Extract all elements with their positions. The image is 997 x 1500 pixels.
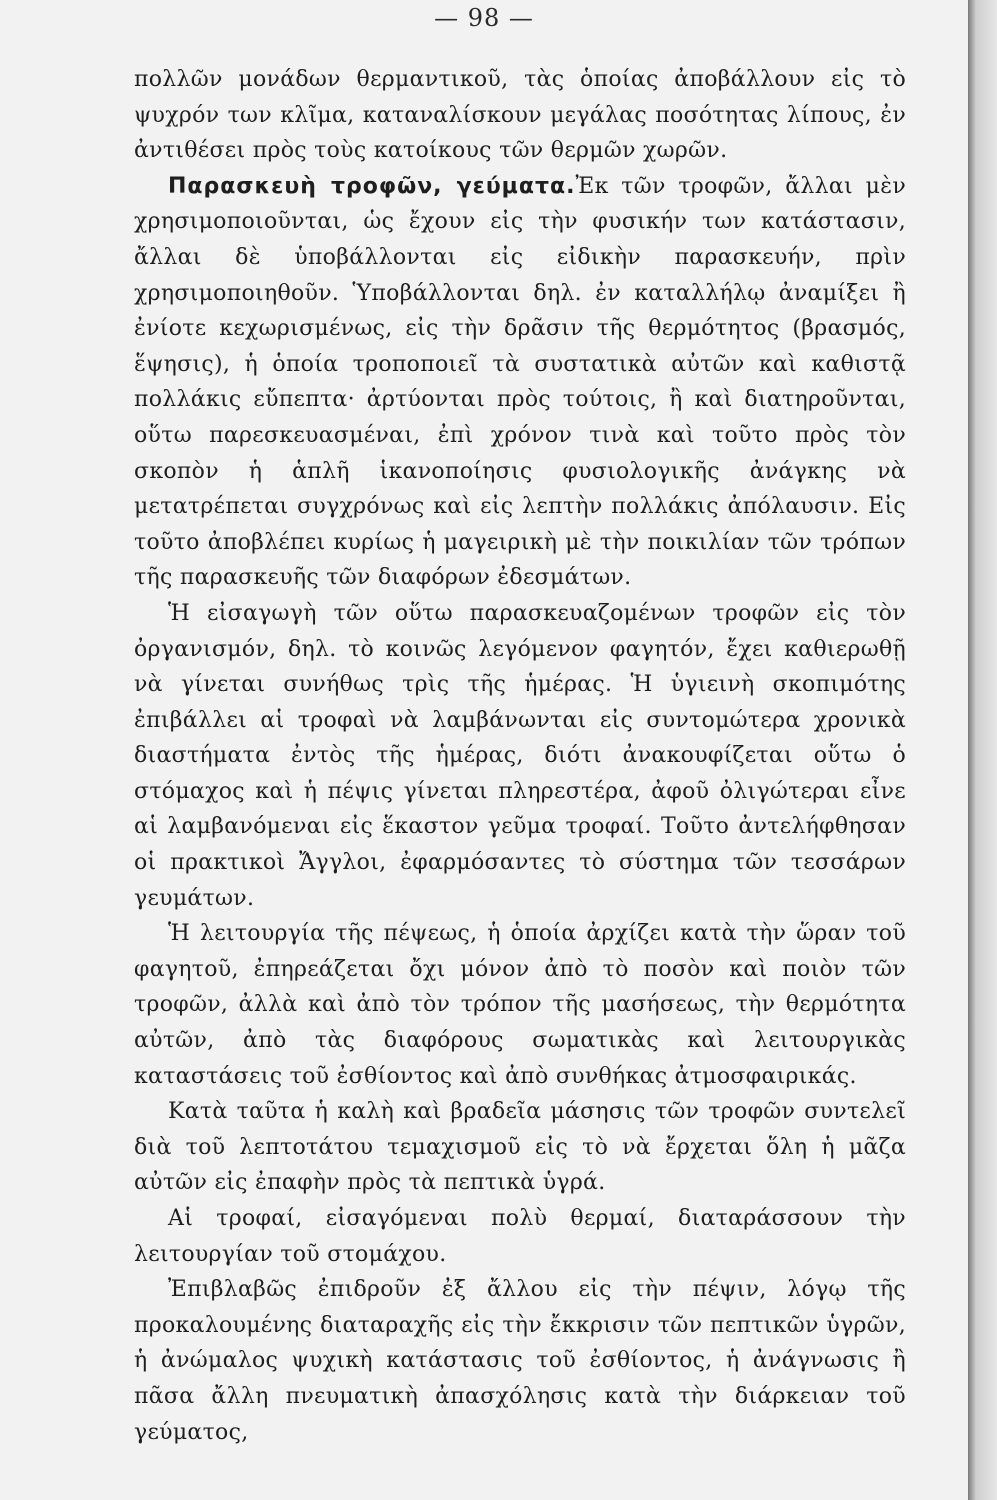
paragraph-6: Αἱ τροφαί, εἰσαγόμεναι πολὺ θερμαί, διαταράσσουν τὴν λειτουργίαν τοῦ στομάχου. [134,1206,906,1267]
body-text [134,62,906,1450]
paragraph-5: Κατὰ ταῦτα ἡ καλὴ καὶ βραδεῖα μάσησις τῶν τροφῶν συντελεῖ διὰ τοῦ λεπτοτάτου τεμαχισμοῦ εἰς τὸ νὰ ἔρχεται ὅλη ἡ μᾶζα αὐτῶν εἰς ἐπαφὴν πρὸς τὰ πεπτικὰ ὑγρά. [134,1099,906,1196]
paragraph-2 [134,169,906,596]
paragraph-3: Ἡ εἰσαγωγὴ τῶν οὕτω παρασκευαζομένων τροφῶν εἰς τὸν ὀργανισμόν, δηλ. τὸ κοινῶς λεγόμενον φαγητόν, ἔχει καθιερωθῇ νὰ γίνεται συνήθως τρὶς τῆς ἡμέρας. Ἡ ὑγιεινὴ σκοπιμότης ἐπιβάλλει αἱ τροφαὶ νὰ λαμβάνωνται εἰς συντομώτερα χρονικὰ διαστήματα ἐντὸς τῆς ἡμέρας, διότι ἀνακουφίζεται οὕτω ὁ στόμαχος καὶ ἡ πέψις γίνεται πληρεστέρα, ἀφοῦ ὀλιγώτεραι εἶνε αἱ λαμβανόμεναι εἰς ἕκαστον γεῦμα τροφαί. Τοῦτο ἀντελήφθησαν οἱ πρακτικοὶ Ἄγγλοι, ἐφαρμόσαντες τὸ σύστημα τῶν τεσσάρων γευμάτων. [134,600,906,911]
paragraph-7: Ἐπιβλαβῶς ἐπιδροῦν ἐξ ἄλλου εἰς τὴν πέψιν, λόγῳ τῆς προκαλουμένης διαταραχῆς εἰς τὴν ἔκκρισιν τῶν πεπτικῶν ὑγρῶν, ἡ ἀνώμαλος ψυχικὴ κατάστασις τοῦ ἐσθίοντος, ἡ ἀνάγνωσις ἢ πᾶσα ἄλλη πνευματικὴ ἀπασχόλησις κατὰ τὴν διάρκειαν τοῦ γεύματος, [134,1277,906,1445]
paragraph-4: Ἡ λειτουργία τῆς πέψεως, ἡ ὁποία ἀρχίζει κατὰ τὴν ὥραν τοῦ φαγητοῦ, ἐπηρεάζεται ὄχι μόνον ἀπὸ τὸ ποσὸν καὶ ποιὸν τῶν τροφῶν, ἀλλὰ καὶ ἀπὸ τὸν τρόπον τῆς μασήσεως, τὴν θερμότητα αὐτῶν, ἀπὸ τὰς διαφόρους σωματικὰς καὶ λειτουργικὰς καταστάσεις τοῦ ἐσθίοντος καὶ ἀπὸ συνθήκας ἀτμοσφαιρικάς. [134,921,906,1089]
book-gutter-edge [968,0,997,1500]
paragraph-1: πολλῶν μονάδων θερμαντικοῦ, τὰς ὁποίας ἀποβάλλουν εἰς τὸ ψυχρόν των κλῖμα, καταναλίσκουν μεγάλας ποσότητας λίπους, ἐν ἀντιθέσει πρὸς τοὺς κατοίκους τῶν θερμῶν χωρῶν. [134,67,906,164]
page-number: — 98 — [434,4,534,32]
section-heading: Παρασκευὴ τροφῶν, γεύματα. [168,173,576,199]
paragraph-2-text: Ἐκ τῶν τροφῶν, ἄλλαι μὲν χρησιμοποιοῦνται, ὡς ἔχουν εἰς τὴν φυσικήν των κατάστασιν, ἄλλαι δὲ ὑποβάλλονται εἰς εἰδικὴν παρασκευήν, πρὶν χρησιμοποιηθοῦν. Ὑποβάλλονται δηλ. ἐν καταλλήλῳ ἀναμίξει ἢ ἐνίοτε κεχωρισμένως, εἰς τὴν δρᾶσιν τῆς θερμότητος (βρασμός, ἕψησις), ἡ ὁποία τροποποιεῖ τὰ συστατικὰ αὐτῶν καὶ καθιστᾷ πολλάκις εὔπεπτα· ἀρτύονται πρὸς τούτοις, ἢ καὶ διατηροῦνται, οὕτω παρεσκευασμέναι, ἐπὶ χρόνον τινὰ καὶ τοῦτο πρὸς τὸν σκοπὸν ἡ ἁπλῆ ἱκανοποίησις φυσιολογικῆς ἀνάγκης νὰ μετατρέπεται συγχρόνως καὶ εἰς λεπτὴν πολλάκις ἀπόλαυσιν. Εἰς τοῦτο ἀποβλέπει κυρίως ἡ μαγειρικὴ μὲ τὴν ποικιλίαν τῶν τρόπων τῆς παρασκευῆς τῶν διαφόρων ἐδεσμάτων. [134,173,906,591]
